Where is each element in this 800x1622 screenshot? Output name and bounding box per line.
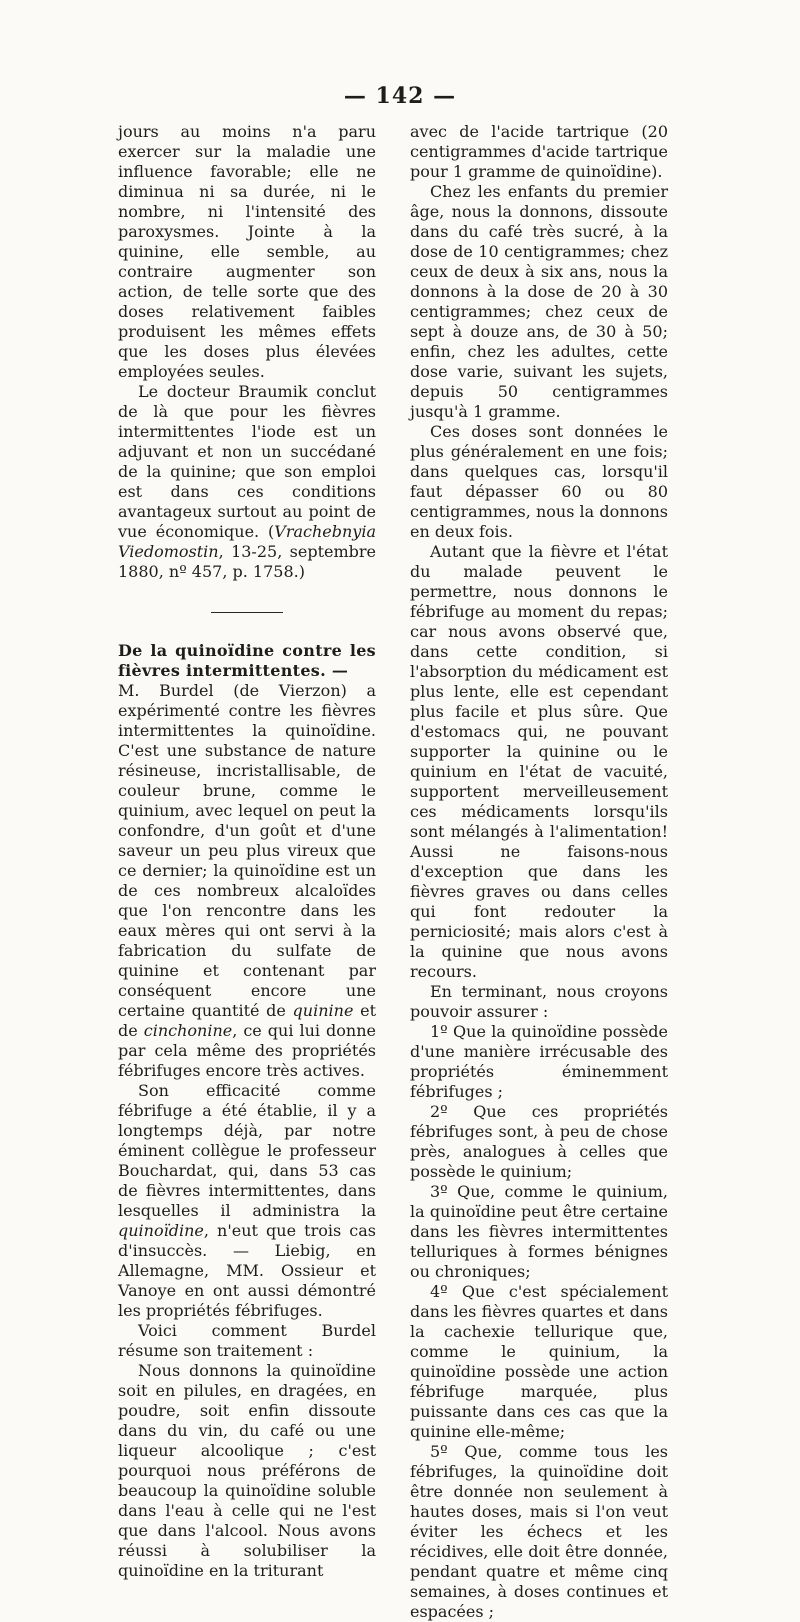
left-p2-text: Le docteur Braumik conclut de là que pour les fièvres intermittentes l'iode est un adjuvant et non un succédané de la quinine; que son emploi est dans ces conditions avantageux surtout au point de vue économique. ( (118, 382, 376, 541)
left-p3-italic-2: cinchonine (143, 1021, 233, 1040)
journal-citation: , 13-25, septembre 1880, nº 457, p. 1758.) (118, 542, 376, 581)
right-paragraph-4: Autant que la fièvre et l'état du malade peuvent le permettre, nous donnons le fébrifuge au moment du repas; car nous avons observé que, dans cette condition, si l'absorption du médicament est plus lente, elle est cependant plus facile et plus sûre. Que d'estomacs qui, ne pouvant supporter la quinine ou le quinium en l'état de vacuité, supportent merveilleusement ces médicaments lorsqu'ils sont mélangés à l'alimentation! Aussi ne faisons-nous d'exception que dans les fièvres graves ou dans celles qui font redouter la perniciosité; mais alors c'est à la quinine que nous avons recours. (410, 542, 668, 981)
conclusion-item-3: 3º Que, comme le quinium, la quinoïdine peut être certaine dans les fièvres intermittentes telluriques à formes bénignes ou chroniques; (410, 1182, 668, 1281)
conclusion-item-1: 1º Que la quinoïdine possède d'une manière irrécusable des propriétés éminemment fébrifuges ; (410, 1022, 668, 1101)
left-paragraph-1: jours au moins n'a paru exercer sur la maladie une influence favorable; elle ne diminua ni sa durée, ni le nombre, ni l'intensité des paroxysmes. Jointe à la quinine, elle semble, au contraire augmenter son action, de telle sorte que des doses relativement faibles produisent les mêmes effets que les doses plus élevées employées seules. (118, 122, 376, 381)
left-paragraph-2 (118, 382, 376, 582)
conclusion-item-4: 4º Que c'est spécialement dans les fièvres quartes et dans la cachexie tellurique que, comme le quinium, la quinoïdine possède une action fébrifuge marquée, plus puissante dans ces cas que la quinine elle-même; (410, 1282, 668, 1441)
left-p3-end: , ce qui lui donne par cela même des propriétés fébrifuges encore très actives. (118, 1021, 377, 1080)
journal-title: Vrachebnyia Viedomostin (118, 522, 376, 561)
conclusion-item-2: 2º Que ces propriétés fébrifuges sont, à peu de chose près, analogues à celles que possède le quinium; (410, 1102, 668, 1181)
left-paragraph-4 (118, 1081, 376, 1321)
left-p4-text: Son efficacité comme fébrifuge a été établie, il y a longtemps déjà, par notre éminent collègue le professeur Bouchardat, qui, dans 53 cas de fièvres intermittentes, dans lesquelles il administra la (118, 1081, 376, 1220)
left-column (118, 122, 376, 1581)
left-p4-italic: quinoïdine (118, 1221, 204, 1240)
left-paragraph-5: Voici comment Burdel résume son traitement : (118, 1321, 376, 1360)
left-p4-end: , n'eut que trois cas d'insuccès. — Liebig, en Allemagne, MM. Ossieur et Vanoye en ont aussi démontré les propriétés fébrifuges. (118, 1221, 376, 1320)
left-paragraph-3 (118, 681, 376, 1081)
right-paragraph-5: En terminant, nous croyons pouvoir assurer : (410, 982, 668, 1021)
left-paragraph-6: Nous donnons la quinoïdine soit en pilules, en dragées, en poudre, soit enfin dissoute dans du vin, du café ou une liqueur alcoolique ; c'est pourquoi nous préférons de beaucoup la quinoïdine soluble dans l'eau à celle qui ne l'est que dans l'alcool. Nous avons réussi à solubiliser la quinoïdine en la triturant (118, 1361, 376, 1580)
right-paragraph-1: avec de l'acide tartrique (20 centigrammes d'acide tartrique pour 1 gramme de quinoïdine). (410, 122, 668, 181)
right-column (410, 122, 668, 1622)
left-p3-mid: et de (118, 1001, 376, 1040)
left-p3-italic-1: quinine (292, 1001, 354, 1020)
conclusion-item-5: 5º Que, comme tous les fébrifuges, la quinoïdine doit être donnée non seulement à hautes doses, mais si l'on veut éviter les échecs et les récidives, elle doit être donnée, pendant quatre et même cinq semaines, à doses continues et espacées ; (410, 1442, 668, 1621)
right-paragraph-2: Chez les enfants du premier âge, nous la donnons, dissoute dans du café très sucré, à la dose de 10 centigrammes; chez ceux de deux à six ans, nous la donnons à la dose de 20 à 30 centigrammes; chez ceux de sept à douze ans, de 30 à 50; enfin, chez les adultes, cette dose varie, suivant les sujets, depuis 50 centigrammes jusqu'à 1 gramme. (410, 182, 668, 421)
right-paragraph-3: Ces doses sont données le plus généralement en une fois; dans quelques cas, lorsqu'il faut dépasser 60 ou 80 centigrammes, nous la donnons en deux fois. (410, 422, 668, 541)
section-divider (211, 612, 283, 613)
left-p3-text: M. Burdel (de Vierzon) a expérimenté contre les fièvres intermittentes la quinoïdine. C'est une substance de nature résineuse, incristallisable, de couleur brune, comme le quinium, avec lequel on peut la confondre, d'un goût et d'une saveur un peu plus vireux que ce dernier; la quinoïdine est un de ces nombreux alcaloïdes que l'on rencontre dans les eaux mères qui ont servi à la fabrication du sulfate de quinine et contenant par conséquent encore une certaine quantité de (118, 681, 376, 1020)
section-title: De la quinoïdine contre les fièvres intermittentes. — (118, 641, 376, 680)
page-number: — 142 — (343, 83, 457, 109)
